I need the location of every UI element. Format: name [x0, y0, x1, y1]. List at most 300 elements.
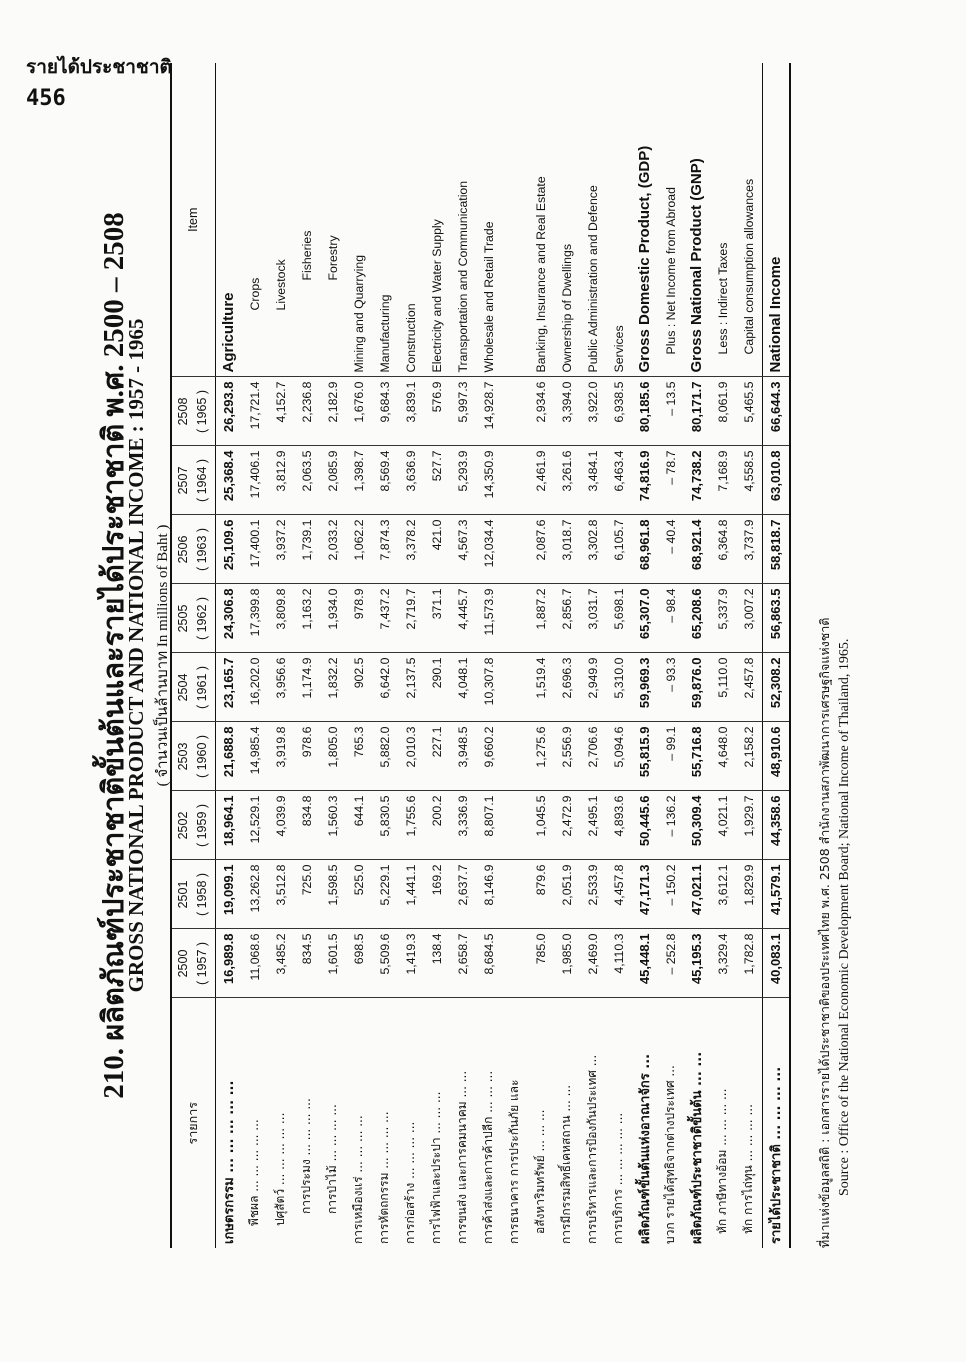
cell-value: 12,529.1: [242, 791, 268, 860]
row-label-english: Public Administration and Defence: [580, 63, 606, 377]
cell-value: – 99.1: [658, 722, 684, 791]
cell-value: 576.9: [424, 377, 450, 446]
cell-value: 2,461.9: [528, 446, 554, 515]
cell-value: 3,512.8: [268, 860, 294, 929]
rotated-table-block: [90, 63, 870, 1248]
row-label-english: [502, 63, 528, 377]
cell-value: 7,168.9: [710, 446, 736, 515]
year-ce: ( 1959 ): [195, 803, 210, 848]
cell-value: 48,910.6: [762, 722, 790, 791]
cell-value: 785.0: [528, 929, 554, 998]
cell-value: 3,485.2: [268, 929, 294, 998]
cell-value: 3,636.9: [398, 446, 424, 515]
row-label-thai: หัก ภาษีทางอ้อม ... ... ... ...: [715, 1088, 730, 1234]
cell-value: 1,887.2: [528, 584, 554, 653]
table-row: [710, 63, 736, 1248]
year-ce: ( 1962 ): [195, 596, 210, 641]
cell-value: 5,465.5: [736, 377, 763, 446]
cell-value: 2,087.6: [528, 515, 554, 584]
table-title-english: GROSS NATIONAL PRODUCT AND NATIONAL INCOME : 1957 - 1965: [124, 318, 148, 993]
cell-value: 2,033.2: [320, 515, 346, 584]
cell-value: 6,105.7: [606, 515, 632, 584]
cell-value: 3,031.7: [580, 584, 606, 653]
cell-value: 55,716.8: [684, 722, 710, 791]
cell-value: 41,579.1: [762, 860, 790, 929]
row-label-english: Forestry: [320, 63, 346, 377]
cell-value: 2,063.5: [294, 446, 320, 515]
row-label-thai: การค้าส่งและการค้าปลีก ... ... ...: [481, 1070, 496, 1244]
cell-value: 978.6: [294, 722, 320, 791]
year-be: 2506: [176, 535, 190, 564]
row-label-english: Less : Indirect Taxes: [710, 63, 736, 377]
row-label-english: Transportation and Communication: [450, 63, 476, 377]
cell-value: 4,021.1: [710, 791, 736, 860]
cell-value: 40,083.1: [762, 929, 790, 998]
cell-value: [502, 791, 528, 860]
table-row: [242, 63, 268, 1248]
row-label-english: Ownership of Dwellings: [554, 63, 580, 377]
table-row: [294, 63, 320, 1248]
cell-value: 8,807.1: [476, 791, 502, 860]
cell-value: 2,137.5: [398, 653, 424, 722]
cell-value: 14,985.4: [242, 722, 268, 791]
row-label-thai: ปศุสัตว์ ... ... ... ... ...: [273, 1112, 288, 1226]
row-label-english: Gross Domestic Product, (GDP): [632, 63, 658, 377]
cell-value: 6,642.0: [372, 653, 398, 722]
cell-value: 18,964.1: [215, 791, 242, 860]
year-be: 2505: [176, 604, 190, 633]
cell-value: 9,684.3: [372, 377, 398, 446]
row-label-thai: ผลิตภัณฑ์ขั้นต้นแห่งอาณาจักร ...: [638, 1053, 654, 1244]
year-ce: ( 1957 ): [195, 941, 210, 986]
table-row: [606, 63, 632, 1248]
year-header: [171, 515, 215, 584]
row-label-english: National Income: [762, 63, 790, 377]
cell-value: 200.2: [424, 791, 450, 860]
cell-value: 5,882.0: [372, 722, 398, 791]
cell-value: – 40.4: [658, 515, 684, 584]
header-row: [171, 63, 215, 1248]
row-label-thai: การมีกรรมสิทธิ์เคหสถาน ... ...: [559, 1084, 574, 1244]
cell-value: 3,329.4: [710, 929, 736, 998]
cell-value: 290.1: [424, 653, 450, 722]
cell-value: 14,928.7: [476, 377, 502, 446]
table-row: [762, 63, 790, 1248]
cell-value: 3,484.1: [580, 446, 606, 515]
cell-value: 1,832.2: [320, 653, 346, 722]
cell-value: 879.6: [528, 860, 554, 929]
cell-value: 47,171.3: [632, 860, 658, 929]
source-thai: ที่มาแห่งข้อมูลสถิติ : เอกสารรายได้ประชาชาติของประเทศไทย พ.ศ. 2508 สำนักงานสภาพัฒนาการเศรษฐกิจแห่งชาติ: [817, 617, 832, 1248]
cell-value: 5,094.6: [606, 722, 632, 791]
cell-value: 3,302.8: [580, 515, 606, 584]
year-be: 2508: [176, 397, 190, 426]
cell-value: – 93.3: [658, 653, 684, 722]
row-label-english: Livestock: [268, 63, 294, 377]
cell-value: [502, 584, 528, 653]
row-label-english: Agriculture: [215, 63, 242, 377]
cell-value: 3,812.9: [268, 446, 294, 515]
cell-value: 1,419.3: [398, 929, 424, 998]
cell-value: 2,051.9: [554, 860, 580, 929]
cell-value: 1,441.1: [398, 860, 424, 929]
year-be: 2501: [176, 880, 190, 909]
row-label-thai: การเหมืองแร่ ... ... ... ...: [351, 1115, 366, 1244]
cell-value: 45,448.1: [632, 929, 658, 998]
row-label-thai: การก่อสร้าง ... ... ... ...: [403, 1121, 418, 1244]
cell-value: 138.4: [424, 929, 450, 998]
cell-value: 169.2: [424, 860, 450, 929]
cell-value: 80,171.7: [684, 377, 710, 446]
notes: [815, 63, 855, 1248]
row-label-english: Crops: [242, 63, 268, 377]
table-unit-note: ( จำนวนเป็นล้านบาท In millions of Baht ): [155, 524, 171, 787]
cell-value: 50,445.6: [632, 791, 658, 860]
cell-value: 3,922.0: [580, 377, 606, 446]
year-ce: ( 1965 ): [195, 389, 210, 434]
row-label-thai: การธนาคาร การประกันภัย และ: [507, 1079, 522, 1244]
table-row: [632, 63, 658, 1248]
row-label-english: Electricity and Water Supply: [424, 63, 450, 377]
cell-value: 26,293.8: [215, 377, 242, 446]
table-row: [502, 63, 528, 1248]
row-label-thai: การป่าไม้ ... ... ... ...: [325, 1104, 340, 1214]
cell-value: 1,398.7: [346, 446, 372, 515]
cell-value: 2,472.9: [554, 791, 580, 860]
year-be: 2500: [176, 949, 190, 978]
row-label-english: Services: [606, 63, 632, 377]
table-row: [372, 63, 398, 1248]
cell-value: 8,684.5: [476, 929, 502, 998]
table-row: [346, 63, 372, 1248]
row-label-thai: พืชผล ... ... ... ... ...: [247, 1119, 262, 1226]
year-ce: ( 1960 ): [195, 734, 210, 779]
cell-value: 4,048.1: [450, 653, 476, 722]
cell-value: 6,463.4: [606, 446, 632, 515]
col-header-item: Item: [171, 63, 215, 377]
cell-value: 50,309.4: [684, 791, 710, 860]
cell-value: 3,394.0: [554, 377, 580, 446]
cell-value: 1,782.8: [736, 929, 763, 998]
source-english-line: [835, 63, 855, 1248]
row-label-english: Manufacturing: [372, 63, 398, 377]
col-header-thai: รายการ: [185, 1102, 200, 1145]
cell-value: 3,956.6: [268, 653, 294, 722]
cell-value: 2,182.9: [320, 377, 346, 446]
table-row: [320, 63, 346, 1248]
cell-value: 74,738.2: [684, 446, 710, 515]
cell-value: 1,174.9: [294, 653, 320, 722]
cell-value: 2,469.0: [580, 929, 606, 998]
cell-value: 65,208.6: [684, 584, 710, 653]
cell-value: – 150.2: [658, 860, 684, 929]
cell-value: 2,495.1: [580, 791, 606, 860]
cell-value: 1,045.5: [528, 791, 554, 860]
cell-value: 5,293.9: [450, 446, 476, 515]
row-label-english: Gross National Product (GNP): [684, 63, 710, 377]
row-label-thai: การบริการ ... ... ... ... ...: [611, 1112, 626, 1244]
cell-value: 7,874.3: [372, 515, 398, 584]
cell-value: 1,805.0: [320, 722, 346, 791]
cell-value: 5,110.0: [710, 653, 736, 722]
cell-value: 3,948.5: [450, 722, 476, 791]
cell-value: 45,195.3: [684, 929, 710, 998]
cell-value: 2,658.7: [450, 929, 476, 998]
cell-value: 47,021.1: [684, 860, 710, 929]
year-header: [171, 584, 215, 653]
cell-value: 8,569.4: [372, 446, 398, 515]
cell-value: 5,310.0: [606, 653, 632, 722]
cell-value: 9,660.2: [476, 722, 502, 791]
cell-value: 227.1: [424, 722, 450, 791]
cell-value: 56,863.5: [762, 584, 790, 653]
row-label-thai: อสังหาริมทรัพย์ ... ... ...: [533, 1109, 548, 1234]
cell-value: [502, 515, 528, 584]
source-english: Office of the National Economic Development Board; National Income of Thailand, 1965.: [837, 638, 852, 1147]
cell-value: 2,696.3: [554, 653, 580, 722]
row-label-thai: บวก รายได้สุทธิจากต่างประเทศ ...: [663, 1065, 678, 1244]
cell-value: [502, 860, 528, 929]
row-label-english: Fisheries: [294, 63, 320, 377]
cell-value: [502, 446, 528, 515]
cell-value: 4,445.7: [450, 584, 476, 653]
cell-value: [502, 377, 528, 446]
table-row: [554, 63, 580, 1248]
cell-value: 5,337.9: [710, 584, 736, 653]
table-body: [215, 63, 790, 1248]
cell-value: 527.7: [424, 446, 450, 515]
cell-value: 59,876.0: [684, 653, 710, 722]
cell-value: 1,829.9: [736, 860, 763, 929]
table-row: [215, 63, 242, 1248]
year-header: [171, 860, 215, 929]
cell-value: 421.0: [424, 515, 450, 584]
cell-value: 2,533.9: [580, 860, 606, 929]
cell-value: 21,688.8: [215, 722, 242, 791]
title-thai-text: ผลิตภัณฑ์ประชาชาติขั้นต้นและรายได้ประชาชาติ พ.ศ. 2500 – 2508: [98, 212, 130, 1041]
cell-value: 4,558.5: [736, 446, 763, 515]
cell-value: 17,721.4: [242, 377, 268, 446]
cell-value: 1,062.2: [346, 515, 372, 584]
row-label-english: Construction: [398, 63, 424, 377]
year-be: 2504: [176, 673, 190, 702]
cell-value: 644.1: [346, 791, 372, 860]
cell-value: 2,236.8: [294, 377, 320, 446]
cell-value: 1,163.2: [294, 584, 320, 653]
year-be: 2502: [176, 811, 190, 840]
cell-value: 11,573.9: [476, 584, 502, 653]
cell-value: 4,648.0: [710, 722, 736, 791]
cell-value: 2,010.3: [398, 722, 424, 791]
cell-value: 725.0: [294, 860, 320, 929]
cell-value: 2,706.6: [580, 722, 606, 791]
row-label-english: Wholesale and Retail Trade: [476, 63, 502, 377]
cell-value: 2,556.9: [554, 722, 580, 791]
cell-value: 525.0: [346, 860, 372, 929]
year-header: [171, 929, 215, 998]
year-ce: ( 1958 ): [195, 872, 210, 917]
cell-value: 6,938.5: [606, 377, 632, 446]
row-label-thai: เกษตรกรรม ... ... ... ... ...: [222, 1080, 238, 1244]
row-label-english: Banking, Insurance and Real Estate: [528, 63, 554, 377]
year-header: [171, 377, 215, 446]
row-label-thai: การบริหารและการป้องกันประเทศ ...: [585, 1054, 600, 1244]
row-label-thai: การประมง ... ... ... ...: [299, 1098, 314, 1214]
cell-value: 12,034.4: [476, 515, 502, 584]
cell-value: 23,165.7: [215, 653, 242, 722]
cell-value: 7,437.2: [372, 584, 398, 653]
table-row: [658, 63, 684, 1248]
cell-value: 3,612.1: [710, 860, 736, 929]
cell-value: 1,934.0: [320, 584, 346, 653]
cell-value: 3,737.9: [736, 515, 763, 584]
cell-value: – 136.2: [658, 791, 684, 860]
cell-value: 3,809.8: [268, 584, 294, 653]
cell-value: 8,061.9: [710, 377, 736, 446]
cell-value: 3,336.9: [450, 791, 476, 860]
running-header: รายได้ประชาชาติ: [26, 57, 172, 78]
cell-value: 1,676.0: [346, 377, 372, 446]
cell-value: 978.9: [346, 584, 372, 653]
cell-value: 55,815.9: [632, 722, 658, 791]
cell-value: 17,406.1: [242, 446, 268, 515]
cell-value: 765.3: [346, 722, 372, 791]
cell-value: 3,007.2: [736, 584, 763, 653]
cell-value: 74,816.9: [632, 446, 658, 515]
cell-value: 698.5: [346, 929, 372, 998]
cell-value: 371.1: [424, 584, 450, 653]
gnp-table: [170, 63, 791, 1248]
cell-value: 8,146.9: [476, 860, 502, 929]
cell-value: [502, 929, 528, 998]
cell-value: 1,739.1: [294, 515, 320, 584]
cell-value: – 13.5: [658, 377, 684, 446]
cell-value: 902.5: [346, 653, 372, 722]
cell-value: 1,598.5: [320, 860, 346, 929]
cell-value: 2,637.7: [450, 860, 476, 929]
cell-value: 24,306.8: [215, 584, 242, 653]
cell-value: 13,262.8: [242, 860, 268, 929]
cell-value: 66,644.3: [762, 377, 790, 446]
cell-value: 16,989.8: [215, 929, 242, 998]
cell-value: 4,110.3: [606, 929, 632, 998]
cell-value: [502, 722, 528, 791]
cell-value: 3,839.1: [398, 377, 424, 446]
cell-value: 834.8: [294, 791, 320, 860]
table-number: 210.: [98, 1048, 130, 1099]
cell-value: 3,937.2: [268, 515, 294, 584]
cell-value: 4,457.8: [606, 860, 632, 929]
cell-value: 19,099.1: [215, 860, 242, 929]
cell-value: 5,509.6: [372, 929, 398, 998]
table-row: [684, 63, 710, 1248]
table-row: [268, 63, 294, 1248]
table-row: [476, 63, 502, 1248]
table-row: [580, 63, 606, 1248]
page-number: 456: [26, 86, 66, 111]
cell-value: 52,308.2: [762, 653, 790, 722]
cell-value: 4,152.7: [268, 377, 294, 446]
cell-value: 2,457.8: [736, 653, 763, 722]
row-label-thai: การหัตถกรรม ... ... ... ...: [377, 1111, 392, 1244]
cell-value: 68,921.4: [684, 515, 710, 584]
row-label-thai: การขนส่ง และการคมนาคม ... ...: [455, 1070, 470, 1244]
year-ce: ( 1964 ): [195, 458, 210, 503]
cell-value: 11,068.6: [242, 929, 268, 998]
row-label-english: Capital consumption allowances: [736, 63, 763, 377]
row-label-english: Mining and Quarrying: [346, 63, 372, 377]
cell-value: 2,934.6: [528, 377, 554, 446]
cell-value: 5,229.1: [372, 860, 398, 929]
cell-value: 63,010.8: [762, 446, 790, 515]
table-row: [736, 63, 763, 1248]
table-row: [528, 63, 554, 1248]
cell-value: 1,601.5: [320, 929, 346, 998]
cell-value: 2,856.7: [554, 584, 580, 653]
cell-value: 10,307.8: [476, 653, 502, 722]
cell-value: 3,378.2: [398, 515, 424, 584]
cell-value: 1,519.4: [528, 653, 554, 722]
cell-value: 1,755.6: [398, 791, 424, 860]
year-header: [171, 791, 215, 860]
cell-value: 5,997.3: [450, 377, 476, 446]
row-label-thai: หัก การไถ่ทุน ... ... ... ...: [741, 1104, 756, 1234]
year-header: [171, 653, 215, 722]
year-ce: ( 1963 ): [195, 527, 210, 572]
year-header: [171, 446, 215, 515]
year-be: 2507: [176, 466, 190, 495]
cell-value: 59,969.3: [632, 653, 658, 722]
cell-value: 1,985.0: [554, 929, 580, 998]
year-be: 2503: [176, 742, 190, 771]
cell-value: 2,085.9: [320, 446, 346, 515]
row-label-thai: การไฟฟ้าและประปา ... ... ...: [429, 1091, 444, 1244]
cell-value: 58,818.7: [762, 515, 790, 584]
cell-value: 1,275.6: [528, 722, 554, 791]
cell-value: 17,400.1: [242, 515, 268, 584]
cell-value: 3,018.7: [554, 515, 580, 584]
cell-value: 80,185.6: [632, 377, 658, 446]
source-label: Source :: [837, 1149, 852, 1196]
cell-value: 4,039.9: [268, 791, 294, 860]
cell-value: 65,307.0: [632, 584, 658, 653]
cell-value: 2,719.7: [398, 584, 424, 653]
row-label-thai: ผลิตภัณฑ์ประชาชาติขั้นต้น ... ...: [690, 1051, 706, 1244]
cell-value: – 78.7: [658, 446, 684, 515]
cell-value: 1,560.3: [320, 791, 346, 860]
year-header: [171, 722, 215, 791]
cell-value: 17,399.8: [242, 584, 268, 653]
cell-value: 25,109.6: [215, 515, 242, 584]
cell-value: 5,698.1: [606, 584, 632, 653]
cell-value: 14,350.9: [476, 446, 502, 515]
cell-value: 3,919.8: [268, 722, 294, 791]
table-row: [450, 63, 476, 1248]
cell-value: 5,830.5: [372, 791, 398, 860]
table-row: [424, 63, 450, 1248]
cell-value: 2,158.2: [736, 722, 763, 791]
cell-value: 25,368.4: [215, 446, 242, 515]
cell-value: 16,202.0: [242, 653, 268, 722]
row-label-english: Plus : Net Income from Abroad: [658, 63, 684, 377]
year-ce: ( 1961 ): [195, 665, 210, 710]
cell-value: 4,893.6: [606, 791, 632, 860]
cell-value: 3,261.6: [554, 446, 580, 515]
cell-value: 6,364.8: [710, 515, 736, 584]
cell-value: 834.5: [294, 929, 320, 998]
cell-value: 4,567.3: [450, 515, 476, 584]
cell-value: 68,961.8: [632, 515, 658, 584]
